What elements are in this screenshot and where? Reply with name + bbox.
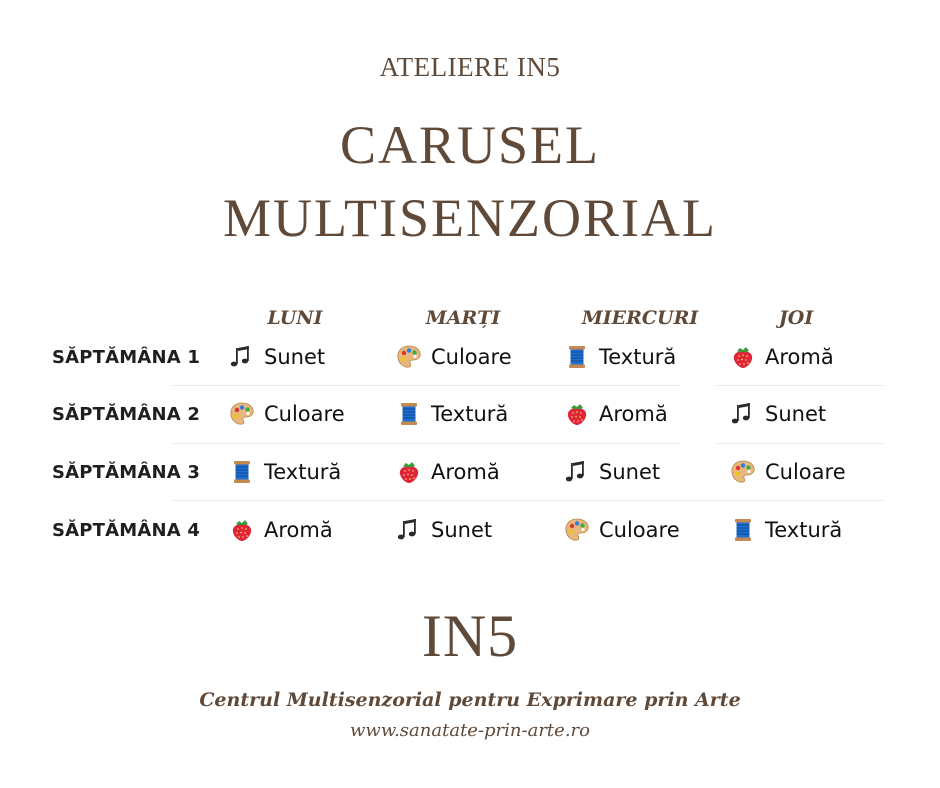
day-header-monday: LUNI — [267, 307, 323, 329]
schedule-cell — [228, 397, 345, 431]
activity-label: Sunet — [599, 460, 661, 484]
activity-label: Aromă — [264, 518, 333, 542]
schedule-cell — [395, 455, 500, 489]
activity-label: Sunet — [765, 402, 827, 426]
palette-icon — [228, 400, 256, 428]
activity-label: Culoare — [765, 460, 846, 484]
activity-label: Culoare — [264, 402, 345, 426]
week-label: SĂPTĂMÂNA 1 — [52, 347, 201, 368]
music-notes-icon — [729, 400, 757, 428]
activity-label: Aromă — [431, 460, 500, 484]
schedule-cell — [729, 397, 826, 431]
row-separator — [172, 385, 680, 386]
schedule-cell — [228, 513, 333, 547]
row-separator — [172, 443, 680, 444]
activity-label: Textură — [765, 518, 843, 542]
activity-label: Textură — [264, 460, 342, 484]
schedule-cell — [395, 397, 508, 431]
activity-label: Culoare — [599, 518, 680, 542]
activity-label: Aromă — [599, 402, 668, 426]
website-link[interactable]: www.sanatate-prin-arte.ro — [350, 720, 590, 741]
week-label: SĂPTĂMÂNA 2 — [52, 404, 201, 425]
thread-spool-icon — [729, 516, 757, 544]
schedule-cell — [228, 455, 341, 489]
palette-icon — [729, 458, 757, 486]
schedule-cell — [729, 513, 842, 547]
strawberry-icon — [563, 400, 591, 428]
week-label: SĂPTĂMÂNA 3 — [52, 462, 201, 483]
music-notes-icon — [228, 343, 256, 371]
schedule-cell — [395, 340, 512, 374]
strawberry-icon — [395, 458, 423, 486]
activity-label: Textură — [599, 345, 677, 369]
schedule-cell — [563, 513, 680, 547]
activity-label: Culoare — [431, 345, 512, 369]
day-header-thursday: JOI — [778, 307, 814, 329]
activity-label: Sunet — [431, 518, 493, 542]
organization-name: Centrul Multisenzorial pentru Exprimare prin Arte — [199, 689, 741, 711]
row-separator — [716, 385, 884, 386]
thread-spool-icon — [563, 343, 591, 371]
eyebrow-title: ATELIERE IN5 — [379, 52, 561, 82]
schedule-cell — [563, 397, 668, 431]
activity-label: Aromă — [765, 345, 834, 369]
strawberry-icon — [729, 343, 757, 371]
day-header-wednesday: MIERCURI — [581, 307, 699, 329]
schedule-cell — [563, 340, 676, 374]
row-separator — [172, 500, 884, 501]
music-notes-icon — [563, 458, 591, 486]
row-separator — [716, 443, 884, 444]
footer-logo: IN5 — [421, 603, 519, 669]
activity-label: Sunet — [264, 345, 326, 369]
main-title-line-1: CARUSEL — [339, 115, 601, 175]
thread-spool-icon — [228, 458, 256, 486]
schedule-cell — [395, 513, 492, 547]
schedule-cell — [563, 455, 660, 489]
week-label: SĂPTĂMÂNA 4 — [52, 520, 201, 541]
schedule-cell — [729, 340, 834, 374]
thread-spool-icon — [395, 400, 423, 428]
day-header-tuesday: MARȚI — [425, 307, 501, 329]
schedule-cell — [228, 340, 325, 374]
palette-icon — [563, 516, 591, 544]
activity-label: Textură — [431, 402, 509, 426]
strawberry-icon — [228, 516, 256, 544]
schedule-cell — [729, 455, 846, 489]
main-title-line-2: MULTISENZORIAL — [223, 188, 717, 248]
music-notes-icon — [395, 516, 423, 544]
palette-icon — [395, 343, 423, 371]
